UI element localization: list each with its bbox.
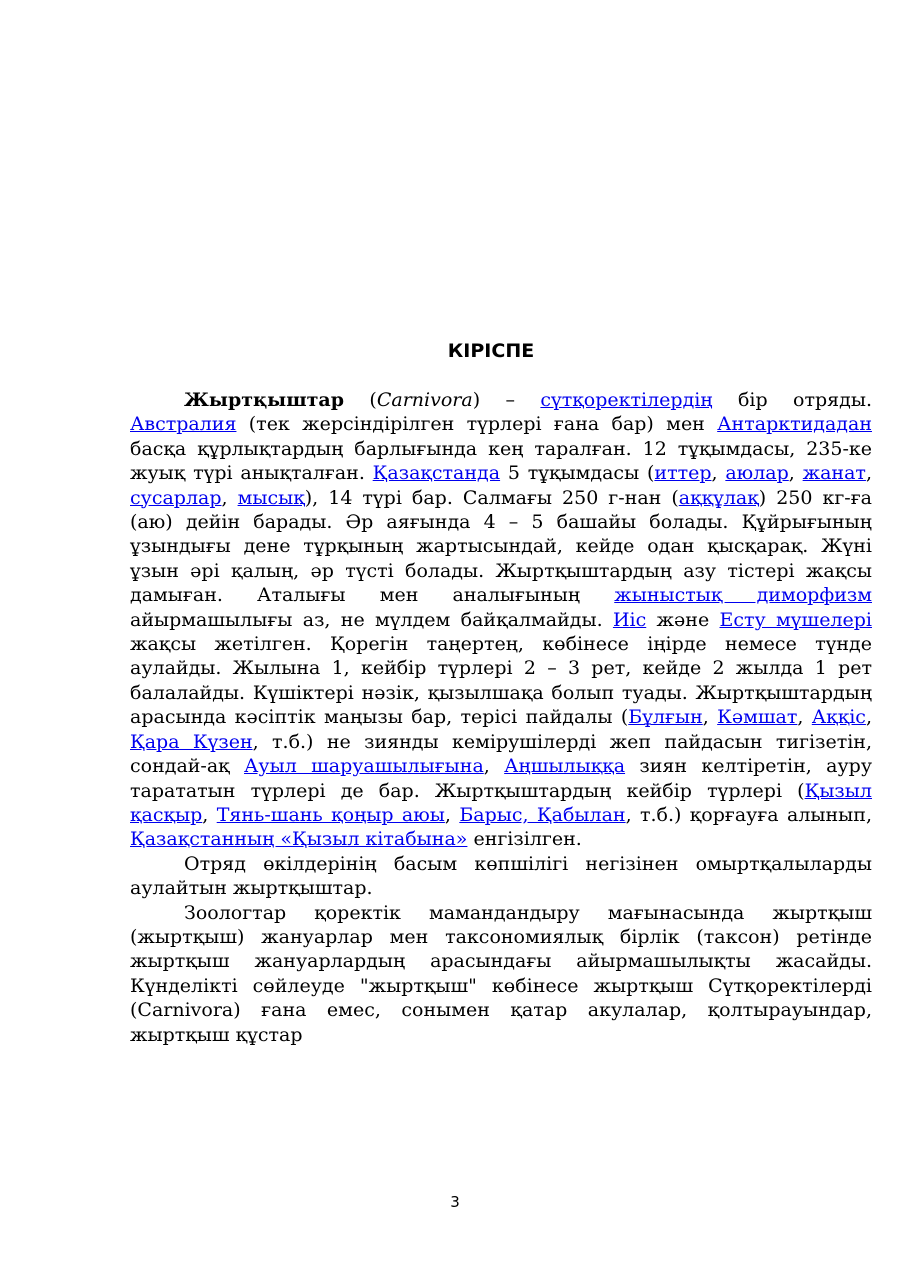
link-bears[interactable]: аюлар (725, 462, 789, 485)
paragraph-2: Отряд өкілдерінің басым көпшілігі негізінен омыртқалыларды аулайтын жыртқыштар. (130, 852, 872, 900)
link-smell[interactable]: Иіс (612, 608, 647, 631)
section-heading: КІРІСПЕ (447, 340, 535, 362)
link-otter[interactable]: Кәмшат (717, 706, 798, 729)
link-snow-leopard-tiger[interactable]: Барыс, Қабылан (459, 803, 626, 826)
link-red-wolf[interactable]: Қызыл қасқыр (130, 779, 872, 826)
link-australia[interactable]: Австралия (130, 413, 237, 436)
link-sable[interactable]: Бұлғын (628, 706, 703, 729)
link-mammals[interactable]: сүтқоректілердің (540, 389, 713, 411)
link-agriculture[interactable]: Ауыл шаруашылығына (244, 755, 484, 778)
link-mustelids[interactable]: сусарлар (130, 486, 222, 509)
link-hyenas[interactable]: жанат (802, 462, 866, 485)
link-hunting[interactable]: Аңшылыққа (504, 755, 626, 778)
link-ermine[interactable]: Аққіс (811, 706, 866, 729)
page-number: 3 (450, 1193, 460, 1211)
link-hearing-organs[interactable]: Есту мүшелері (719, 608, 872, 631)
link-tian-shan-bear[interactable]: Тянь-шань қоңыр аюы (216, 803, 445, 826)
link-weasel[interactable]: аққұлақ (678, 486, 759, 509)
term-bold: Жыртқыштар (184, 389, 345, 411)
link-cats[interactable]: мысық (237, 486, 305, 509)
link-kazakhstan[interactable]: Қазақстанда (372, 462, 501, 485)
link-dogs[interactable]: иттер (654, 462, 712, 485)
paragraph-1: Жыртқыштар (Carnivora) – сүтқоректілердің бір отряды. Австралия (тек жерсіндірілген түрлері ғана бар) мен Антарктидадан басқа құрлықтардың барлығында кең таралған. 12 тұқымдасы, 235-ке жуық түрі анықталған. Қазақстанда 5 тұқымдасы (иттер, аюлар, жанат, сусарлар, мысық), 14 түрі бар. Салмағы 250 г-нан (аққұлақ) 250 кг-ға (аю) дейін барады. Әр аяғында 4 – 5 башайы болады. Құйрығының ұзындығы дене тұрқының жартысындай, кейде одан қысқарақ. Жүні ұзын әрі қалың, әр түсті болады. Жыртқыштардың азу тістері жақсы дамыған. Аталығы мен аналығының жыныстық диморфизм айырмашылығы аз, не мүлдем байқалмайды. Иіс және Есту мүшелері жақсы жетілген. Қорегін таңертең, көбінесе іңірде немесе түнде аулайды. Жылына 1, кейбір түрлері 2 – 3 рет, кейде 2 жылда 1 рет балалайды. Күшіктері нәзік, қызылшақа болып туады. Жыртқыштардың арасында кәсіптік маңызы бар, терісі пайдалы (Бұлғын, Кәмшат, Аққіс, Қара Күзен, т.б.) не зиянды кемірушілерді жеп пайдасын тигізетін, сондай-ақ Ауыл шаруашылығына, Аңшылыққа зиян келтіретін, ауру тарататын түрлері де бар. Жыртқыштардың кейбір түрлері (Қызыл қасқыр, Тянь-шань қоңыр аюы, Барыс, Қабылан, т.б.) қорғауға алынып, Қазақстанның «Қызыл кітабына» енгізілген. (130, 389, 873, 851)
body-text (130, 388, 872, 1047)
link-sexual-dimorphism[interactable]: жыныстық диморфизм (614, 584, 872, 607)
link-antarctica[interactable]: Антарктидадан (717, 413, 872, 436)
paragraph-3: Зоологтар қоректік мамандандыру мағынасында жыртқыш (жыртқыш) жануарлар мен таксономиялық бірлік (таксон) ретінде жыртқыш жануарлардың арасындағы айырмашылықты жасайды. Күнделікті сөйлеуде "жыртқыш" көбінесе жыртқыш Сүтқоректілерді (Carnivora) ғана емес, сонымен қатар акулалар, қолтырауындар, жыртқыш құстар (130, 901, 872, 1046)
link-red-book[interactable]: Қазақстанның «Қызыл кітабына» (130, 828, 468, 851)
link-mink[interactable]: Қара Күзен (130, 730, 253, 753)
latin-name: Carnivora (376, 389, 473, 411)
